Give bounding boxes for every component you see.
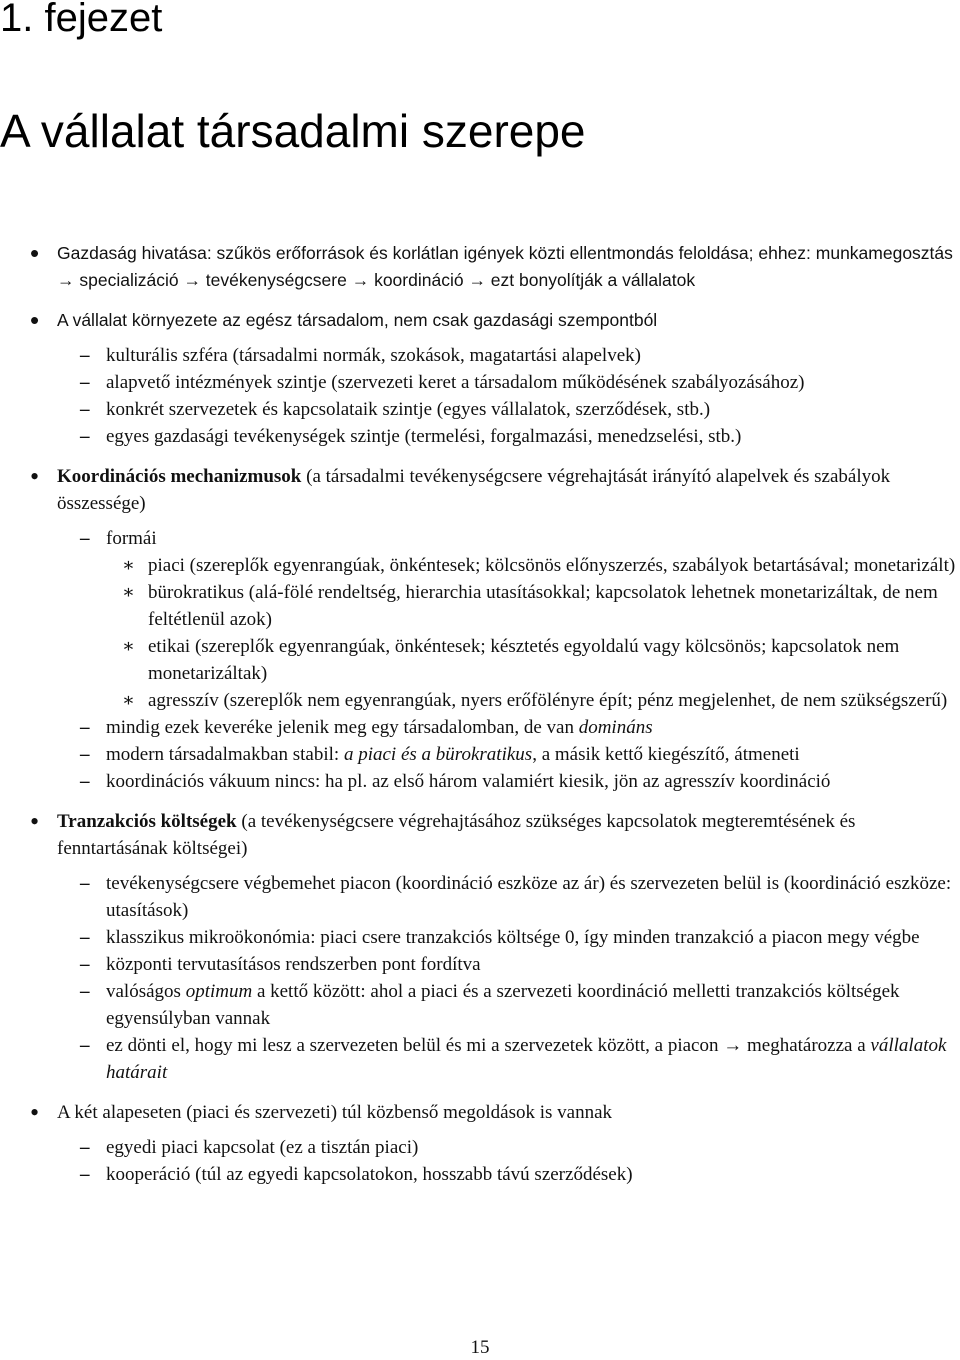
emphasis-dominans: domináns	[578, 717, 653, 738]
page-number: 15	[470, 1337, 490, 1358]
list-item: – kooperáció (túl az egyedi kapcsolatokon, hosszabb távú szerződések)	[0, 1161, 957, 1188]
list-item-modern: – modern társadalmakban stabil: a piaci és a bürokratikus, a másik kettő kiegészítő, átmeneti	[0, 741, 957, 768]
list-item: – egyes gazdasági tevékenységek szintje (termelési, forgalmazási, menedzselési, stb.)	[0, 423, 957, 450]
list-item-vakuum: – koordinációs vákuum nincs: ha pl. az első három valamiért kiesik, jön az agresszív koordináció	[0, 768, 957, 795]
form-item-piaci: ∗ piaci (szereplők egyenrangúak, önkéntesek; kölcsönös előnyszerzés, szabályok betartásával; monetarizált)	[0, 552, 958, 579]
list-item: – alapvető intézmények szintje (szervezeti keret a társadalom működésének szabályozásához)	[0, 369, 957, 396]
bullet-tranzakcios-koltsegek	[0, 808, 957, 862]
form-item-burokratikus: ∗ bürokratikus (alá-fölé rendeltség, hierarchia utasításokkal; kapcsolatok lehetnek monetarizáltak, de nem feltétlenül azok)	[0, 579, 958, 633]
emphasis-piaci-burokratikus: a piaci és a bürokratikus	[343, 744, 533, 765]
definition-text: (a társadalmi tevékenységcsere végrehajtását irányító alapelvek és szabályok összessége)	[57, 466, 891, 514]
form-item-etikai: ∗ etikai (szereplők egyenrangúak, önkéntesek; késztetés egyoldalú vagy kölcsönös; kapcsolatok nem monetarizáltak)	[0, 633, 958, 687]
list-item: – központi tervutasításos rendszerben pont fordítva	[0, 951, 957, 978]
form-item-agresszív: ∗ agresszív (szereplők nem egyenrangúak, nyers erőfölényre épít; pénz megjelenhet, de nem szükségszerű)	[0, 687, 958, 714]
chapter-title: A vállalat társadalmi szerepe	[0, 105, 586, 157]
definition-text: (a tevékenységcsere végrehajtásához szükséges kapcsolatok megteremtésének és fenntartásának költségei)	[57, 811, 856, 859]
list-item: – kulturális szféra (társadalmi normák, szokások, magatartási alapelvek)	[0, 342, 957, 369]
list-item: – konkrét szervezetek és kapcsolataik szintje (egyes vállalatok, szerződések, stb.)	[0, 396, 957, 423]
emphasis-vallalatok-hatarait: vállalatok határait	[106, 1035, 947, 1083]
emphasis-optimum: optimum	[185, 981, 253, 1002]
term-koordinacios-mechanizmusok: Koordinációs mechanizmusok	[57, 466, 302, 487]
bullet-gazdasag-hivatasa: • Gazdaság hivatása: szűkös erőforrások és korlátlan igények közti ellentmondás feloldása; ehhez: munkamegosztás → specializáció → tevékenységcsere → koordináció → ezt bonyolítják a vállalatok	[0, 240, 957, 294]
bullet-koordinacios-mechanizmusok	[0, 463, 957, 517]
chapter-label: 1. fejezet	[0, 0, 163, 40]
content	[0, 240, 960, 1188]
environment-levels-list	[0, 342, 960, 450]
list-item-keverek: – mindig ezek keveréke jelenik meg egy társadalomban, de van domináns	[0, 714, 957, 741]
bullet-kozbenso-megoldasok: • A két alapeseten (piaci és szervezeti) túl közbenső megoldások is vannak	[0, 1099, 957, 1126]
list-item-optimum: – valóságos optimum a kettő között: ahol a piaci és a szervezeti koordináció melletti tranzakciós költségek egyensúlyban vannak	[0, 978, 957, 1032]
bullet-vallalat-kornyezete: • A vállalat környezete az egész társadalom, nem csak gazdasági szempontból	[0, 307, 957, 334]
list-item: – egyedi piaci kapcsolat (ez a tisztán piaci)	[0, 1134, 957, 1161]
list-item: – tevékenységcsere végbemehet piacon (koordináció eszköze az ár) és szervezeten belül is (koordináció eszköze: utasítások)	[0, 870, 957, 924]
term-tranzakcios-koltsegek: Tranzakciós költségek	[57, 811, 237, 832]
list-item: – klasszikus mikroökonómia: piaci csere tranzakciós költsége 0, így minden tranzakció a piacon megy végbe	[0, 924, 957, 951]
list-item-hatarok: – ez dönti el, hogy mi lesz a szervezeten belül és mi a szervezetek között, a piacon → meghatározza a vállalatok határait	[0, 1032, 957, 1086]
list-item-formai: – formái	[0, 525, 957, 552]
